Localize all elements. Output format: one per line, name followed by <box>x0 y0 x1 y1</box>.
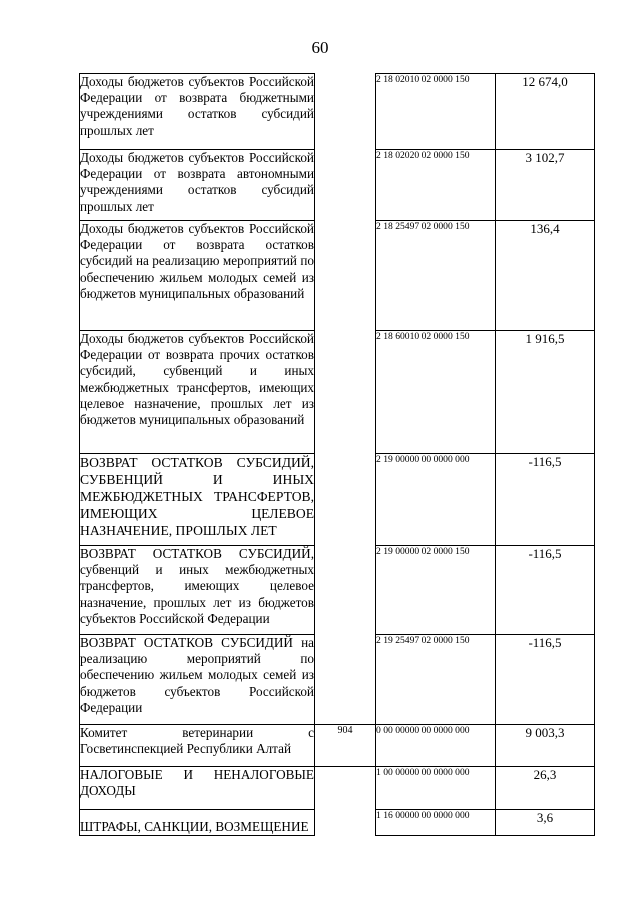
table-row <box>80 546 595 635</box>
table-row <box>80 150 595 221</box>
row-amount: -116,5 <box>496 635 595 725</box>
row-admin-code <box>315 454 376 546</box>
row-budget-code: 1 16 00000 00 0000 000 <box>376 810 496 836</box>
row-amount: 9 003,3 <box>496 725 595 767</box>
row-admin-code <box>315 767 376 810</box>
row-name: ВОЗВРАТ ОСТАТКОВ СУБСИДИЙ, СУБВЕНЦИЙ И ИНЫХ МЕЖБЮДЖЕТНЫХ ТРАНСФЕРТОВ, ИМЕЮЩИХ ЦЕЛЕВОЕ НАЗНАЧЕНИЕ, ПРОШЛЫХ ЛЕТ <box>80 454 315 546</box>
row-name: Доходы бюджетов субъектов Российской Федерации от возврата остатков субсидий на реализацию мероприятий по обеспечению жильем молодых семей из бюджетов муниципальных образований <box>80 221 315 331</box>
row-name: Доходы бюджетов субъектов Российской Федерации от возврата прочих остатков субсидий, субвенций и иных межбюджетных трансфертов, имеющих целевое назначение, прошлых лет из бюджетов муниципальных образований <box>80 331 315 454</box>
row-admin-code <box>315 546 376 635</box>
row-admin-code <box>315 635 376 725</box>
table-row <box>80 810 595 836</box>
row-budget-code: 1 00 00000 00 0000 000 <box>376 767 496 810</box>
row-admin-code <box>315 331 376 454</box>
table-row <box>80 221 595 331</box>
row-budget-code: 2 18 02020 02 0000 150 <box>376 150 496 221</box>
row-budget-code: 2 18 25497 02 0000 150 <box>376 221 496 331</box>
row-amount: 1 916,5 <box>496 331 595 454</box>
row-admin-code <box>315 150 376 221</box>
row-name: Доходы бюджетов субъектов Российской Федерации от возврата бюджетными учреждениями остатков субсидий прошлых лет <box>80 74 315 150</box>
row-budget-code: 2 18 60010 02 0000 150 <box>376 331 496 454</box>
row-admin-code <box>315 74 376 150</box>
row-amount: 3 102,7 <box>496 150 595 221</box>
row-amount: -116,5 <box>496 546 595 635</box>
table-row <box>80 767 595 810</box>
row-name: НАЛОГОВЫЕ И НЕНАЛОГОВЫЕ ДОХОДЫ <box>80 767 315 810</box>
row-amount: 136,4 <box>496 221 595 331</box>
row-amount: 3,6 <box>496 810 595 836</box>
row-name: Комитет ветеринарии с Госветинспекцией Республики Алтай <box>80 725 315 767</box>
row-amount: -116,5 <box>496 454 595 546</box>
table-row <box>80 454 595 546</box>
row-name: ВОЗВРАТ ОСТАТКОВ СУБСИДИЙ на реализацию мероприятий по обеспечению жильем молодых семей из бюджетов субъектов Российской Федерации <box>80 635 315 725</box>
row-budget-code: 2 19 25497 02 0000 150 <box>376 635 496 725</box>
row-name: ВОЗВРАТ ОСТАТКОВ СУБСИДИЙ, субвенций и иных межбюджетных трансфертов, имеющих целевое назначение, прошлых лет из бюджетов субъектов Российской Федерации <box>80 546 315 635</box>
table-row <box>80 74 595 150</box>
row-amount: 12 674,0 <box>496 74 595 150</box>
revenue-table <box>79 73 595 836</box>
row-amount: 26,3 <box>496 767 595 810</box>
row-name: Доходы бюджетов субъектов Российской Федерации от возврата автономными учреждениями остатков субсидий прошлых лет <box>80 150 315 221</box>
row-admin-code <box>315 221 376 331</box>
row-budget-code: 2 19 00000 00 0000 000 <box>376 454 496 546</box>
row-budget-code: 0 00 00000 00 0000 000 <box>376 725 496 767</box>
table-row <box>80 725 595 767</box>
page-number: 60 <box>311 38 329 57</box>
row-admin-code <box>315 810 376 836</box>
table-row <box>80 331 595 454</box>
table-row <box>80 635 595 725</box>
row-name: ШТРАФЫ, САНКЦИИ, ВОЗМЕЩЕНИЕ <box>80 810 315 836</box>
row-budget-code: 2 19 00000 02 0000 150 <box>376 546 496 635</box>
row-budget-code: 2 18 02010 02 0000 150 <box>376 74 496 150</box>
row-admin-code: 904 <box>315 725 376 767</box>
